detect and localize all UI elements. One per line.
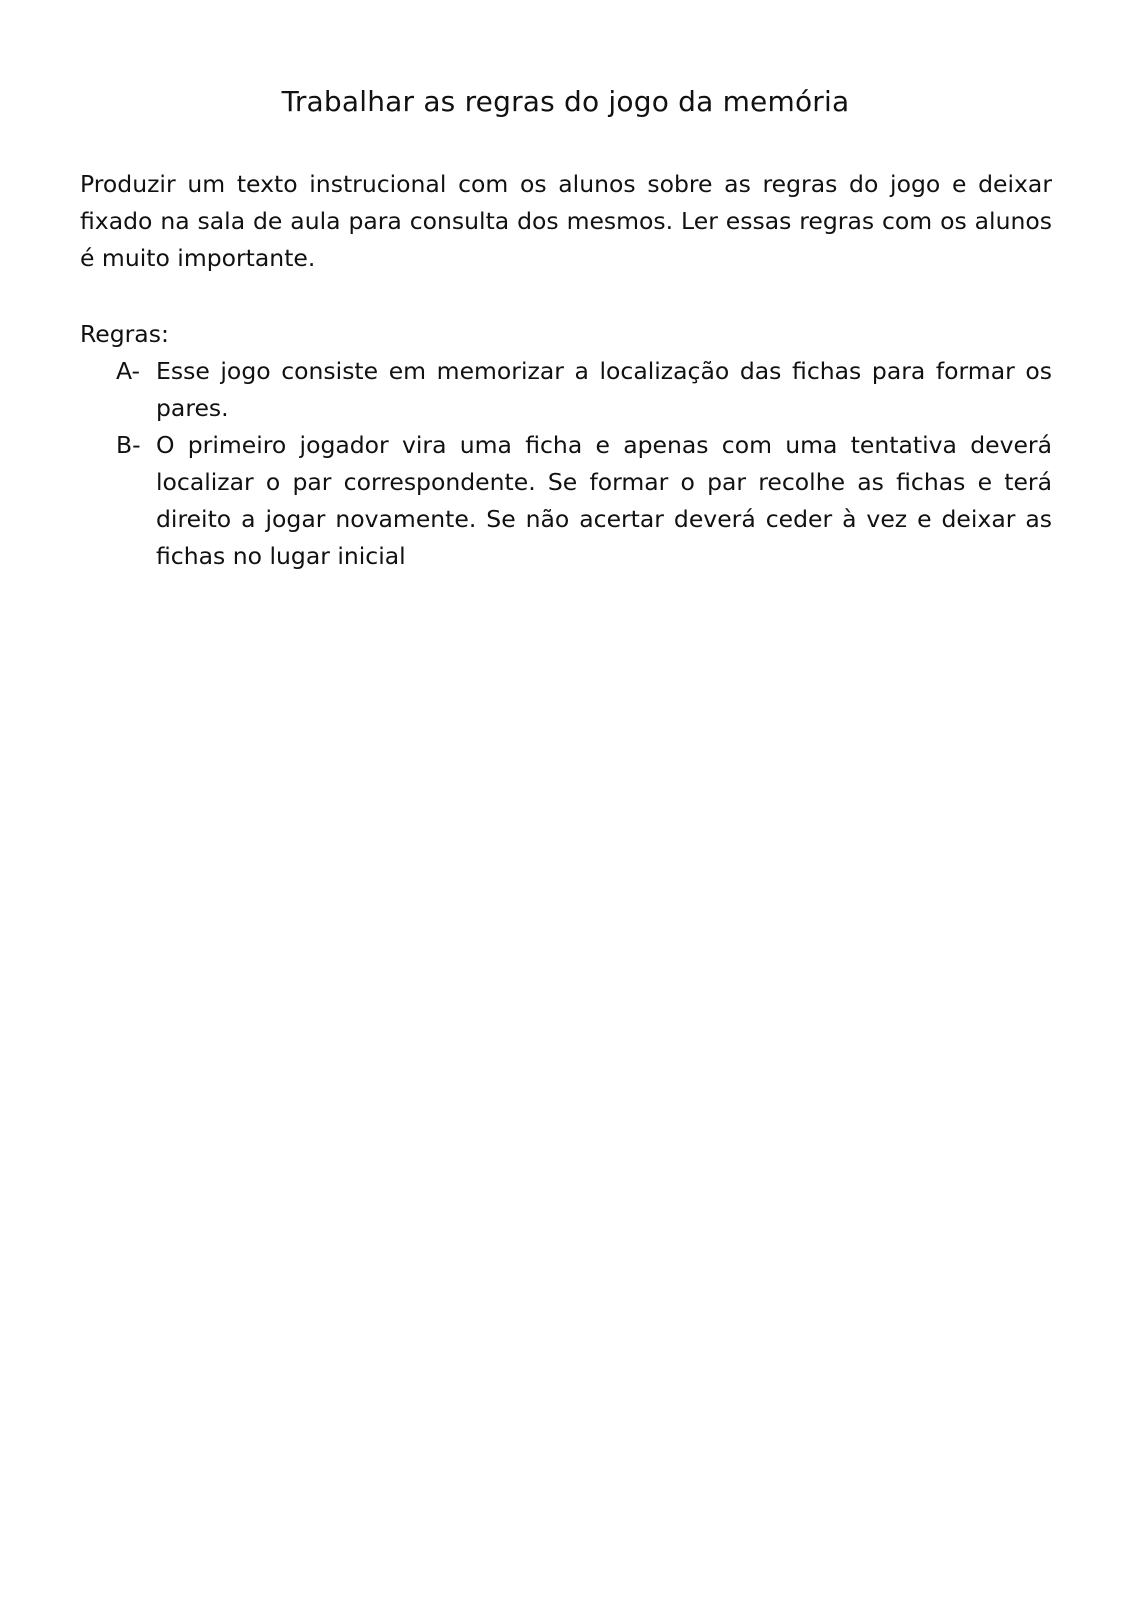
intro-paragraph: Produzir um texto instrucional com os alunos sobre as regras do jogo e deixar fixado na sala de aula para consulta dos mesmos. Ler essas regras com os alunos é muito importante.: [80, 170, 1052, 272]
rule-text: Esse jogo consiste em memorizar a localização das fichas para formar os pares.: [156, 357, 1052, 422]
page-title: Trabalhar as regras do jogo da memória: [281, 85, 850, 118]
rule-text: O primeiro jogador vira uma ficha e apenas com uma tentativa deverá localizar o par correspondente. Se formar o par recolhe as fichas e terá direito a jogar novamente. Se não acertar deverá ceder à vez e deixar as fichas no lugar inicial: [156, 431, 1052, 570]
rule-item-a: [116, 353, 1052, 427]
rules-heading: Regras:: [80, 320, 169, 348]
rule-marker: A-: [116, 357, 141, 385]
rule-marker: B-: [116, 431, 141, 459]
rule-item-b: [116, 427, 1052, 575]
rules-list: [116, 353, 1052, 575]
